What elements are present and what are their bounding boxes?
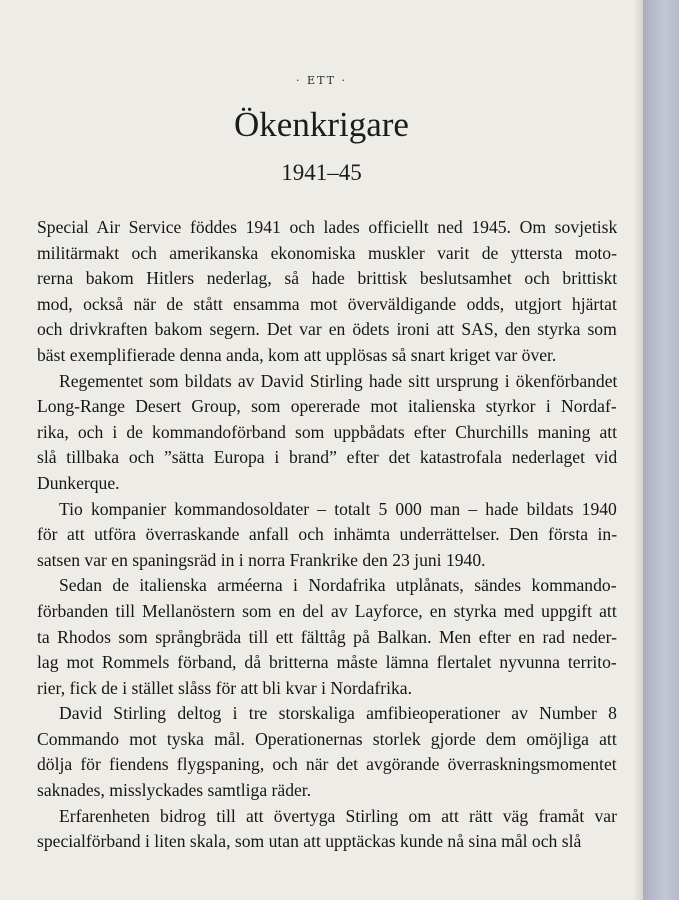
paragraph: [37, 215, 617, 369]
text-line: rier, fick de i stället slåss för att bli kvar i Nordafrika.: [37, 677, 412, 698]
text-line: för att utföra överraskande anfall och inhämta underrättelser. Den första in-: [37, 524, 618, 545]
paragraph: [37, 701, 617, 803]
chapter-title: Ökenkrigare: [234, 105, 409, 144]
paragraph: [37, 497, 617, 574]
text-line: mod, också när de stått ensamma mot överväldigande odds, utgjort hjärtat: [37, 293, 617, 314]
text-line: bäst exemplifierade denna anda, kom att upplösas så snart kriget var över.: [37, 344, 557, 365]
text-line: förbanden till Mellanöstern som en del av Layforce, en styrka med uppgift att: [37, 600, 617, 621]
text-line: och drivkraften bakom segern. Det var en ödets ironi att SAS, den styrka som: [37, 319, 617, 340]
text-line: militärmakt och amerikanska ekonomiska muskler varit de yttersta moto-: [37, 242, 617, 263]
text-line: ta Rhodos som språngbräda till ett fälttåg på Balkan. Men efter en rad neder-: [37, 626, 617, 647]
text-line: David Stirling deltog i tre storskaliga amfibieoperationer av Number 8: [59, 703, 617, 724]
text-line: rika, och i de kommandoförband som uppbådats efter Churchills maning att: [37, 421, 618, 442]
paragraph: [37, 804, 617, 855]
chapter-years: 1941–45: [281, 160, 362, 185]
text-line: dölja för fiendens flygspaning, och när det avgörande överraskningsmomentet: [37, 754, 617, 775]
body-text: [37, 215, 617, 855]
text-line: rerna bakom Hitlers nederlag, så hade brittisk beslutsamhet och brittiskt: [37, 268, 618, 289]
chapter-number: · ETT ·: [296, 74, 347, 87]
text-line: lag mot Rommels förband, då britterna måste lämna flertalet nyvunna territo-: [37, 652, 617, 673]
text-line: Special Air Service föddes 1941 och lades officiellt ned 1945. Om sovjetisk: [37, 217, 618, 237]
text-line: Tio kompanier kommandosoldater – totalt 5 000 man – hade bildats 1940: [59, 498, 617, 519]
text-line: Erfarenheten bidrog till att övertyga Stirling om att rätt väg framåt var: [59, 805, 617, 826]
paragraph: [37, 369, 617, 497]
text-line: Sedan de italienska arméerna i Nordafrika utplånats, sändes kommando-: [59, 575, 617, 596]
text-line: specialförband i liten skala, som utan att upptäckas kunde nå sina mål och slå: [37, 831, 582, 852]
text-line: Dunkerque.: [37, 472, 120, 493]
text-line: saknades, misslyckades samtliga räder.: [37, 780, 312, 801]
page-edge: [643, 0, 679, 900]
text-line: Commando mot tyska mål. Operationernas storlek gjorde dem omöjliga att: [37, 728, 617, 749]
text-line: slå tillbaka och ”sätta Europa i brand” efter det katastrofala nederlaget vid: [37, 447, 618, 468]
text-line: satsen var en spaningsräd in i norra Frankrike den 23 juni 1940.: [37, 549, 486, 570]
paragraph: [37, 573, 617, 701]
text-line: Regementet som bildats av David Stirling hade sitt ursprung i ökenförbandet: [59, 370, 618, 391]
text-line: Long-Range Desert Group, som opererade mot italienska styrkor i Nordaf-: [37, 396, 617, 417]
